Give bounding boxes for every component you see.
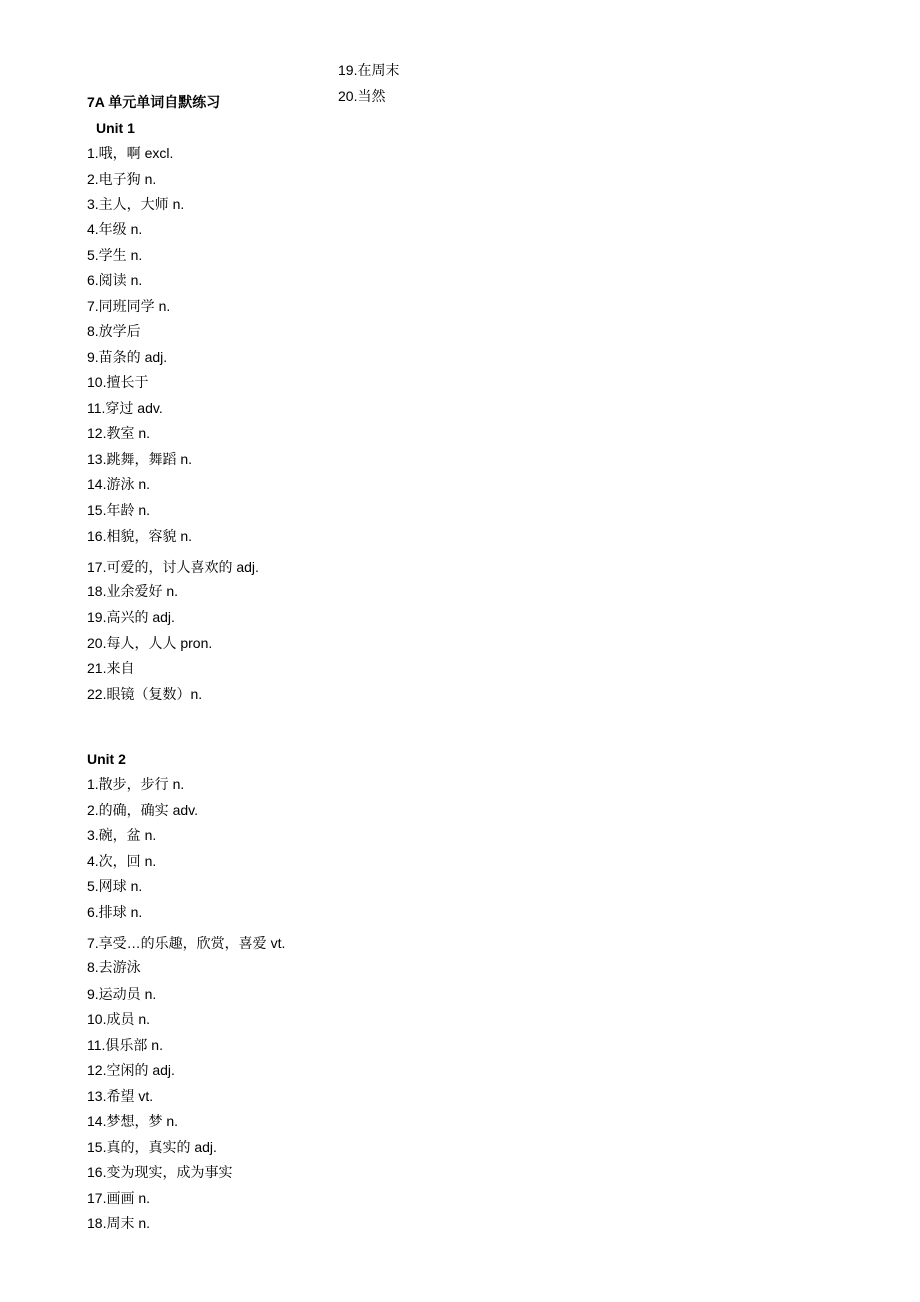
unit2-item-17: 17.画画 n. (87, 1190, 151, 1206)
unit2-item-15: 15.真的，真实的 adj. (87, 1139, 217, 1155)
unit1-item-20: 20.每人，人人 pron. (87, 635, 213, 651)
unit1-item-13: 13.跳舞，舞蹈 n. (87, 451, 193, 467)
unit2-item-14: 14.梦想，梦 n. (87, 1113, 179, 1129)
unit2-item-10: 10.成员 n. (87, 1011, 151, 1027)
unit2-heading: Unit 2 (87, 751, 126, 767)
unit2-item-1: 1.散步，步行 n. (87, 776, 185, 792)
unit1-item-22: 22.眼镜（复数）n. (87, 686, 203, 702)
unit1-heading: Unit 1 (96, 120, 135, 136)
unit1-item-4: 4.年级 n. (87, 221, 143, 237)
unit2-item-11: 11.俱乐部 n. (87, 1037, 163, 1053)
unit2-item-13: 13.希望 vt. (87, 1088, 154, 1104)
unit1-item-2: 2.电子狗 n. (87, 171, 157, 187)
unit1-item-11: 11.穿过 adv. (87, 400, 163, 416)
unit1-item-7: 7.同班同学 n. (87, 298, 171, 314)
unit2-item-18: 18.周末 n. (87, 1215, 151, 1231)
unit1-item-18: 18.业余爱好 n. (87, 583, 179, 599)
unit1-item-15: 15.年龄 n. (87, 502, 151, 518)
unit1-item-21: 21.来自 (87, 660, 135, 676)
unit1-item-3: 3.主人，大师 n. (87, 196, 185, 212)
unit1-item-14: 14.游泳 n. (87, 476, 151, 492)
page-title: 7A 单元单词自默练习 (87, 94, 221, 110)
unit1-item-12: 12.教室 n. (87, 425, 151, 441)
unit2-item-20: 20.当然 (338, 88, 386, 104)
unit1-item-19: 19.高兴的 adj. (87, 609, 175, 625)
unit2-item-6: 6.排球 n. (87, 904, 143, 920)
unit2-item-12: 12.空闲的 adj. (87, 1062, 175, 1078)
unit2-item-4: 4.次，回 n. (87, 853, 157, 869)
unit1-item-16: 16.相貌，容貌 n. (87, 528, 193, 544)
unit2-item-5: 5.网球 n. (87, 878, 143, 894)
unit1-item-8: 8.放学后 (87, 323, 141, 339)
unit1-item-9: 9.苗条的 adj. (87, 349, 168, 365)
unit1-item-6: 6.阅读 n. (87, 272, 143, 288)
unit2-item-3: 3.碗，盆 n. (87, 827, 157, 843)
unit1-item-1: 1.哦，啊 excl. (87, 145, 174, 161)
unit2-item-19: 19.在周末 (338, 62, 400, 78)
unit2-item-7: 7.享受…的乐趣，欣赏，喜爱 vt. (87, 935, 286, 951)
unit2-item-9: 9.运动员 n. (87, 986, 157, 1002)
unit1-item-17: 17.可爱的，讨人喜欢的 adj. (87, 559, 259, 575)
unit2-item-8: 8.去游泳 (87, 959, 141, 975)
unit1-item-10: 10.擅长于 (87, 374, 149, 390)
unit1-item-5: 5.学生 n. (87, 247, 143, 263)
unit2-item-16: 16.变为现实，成为事实 (87, 1164, 233, 1180)
unit2-item-2: 2.的确，确实 adv. (87, 802, 198, 818)
